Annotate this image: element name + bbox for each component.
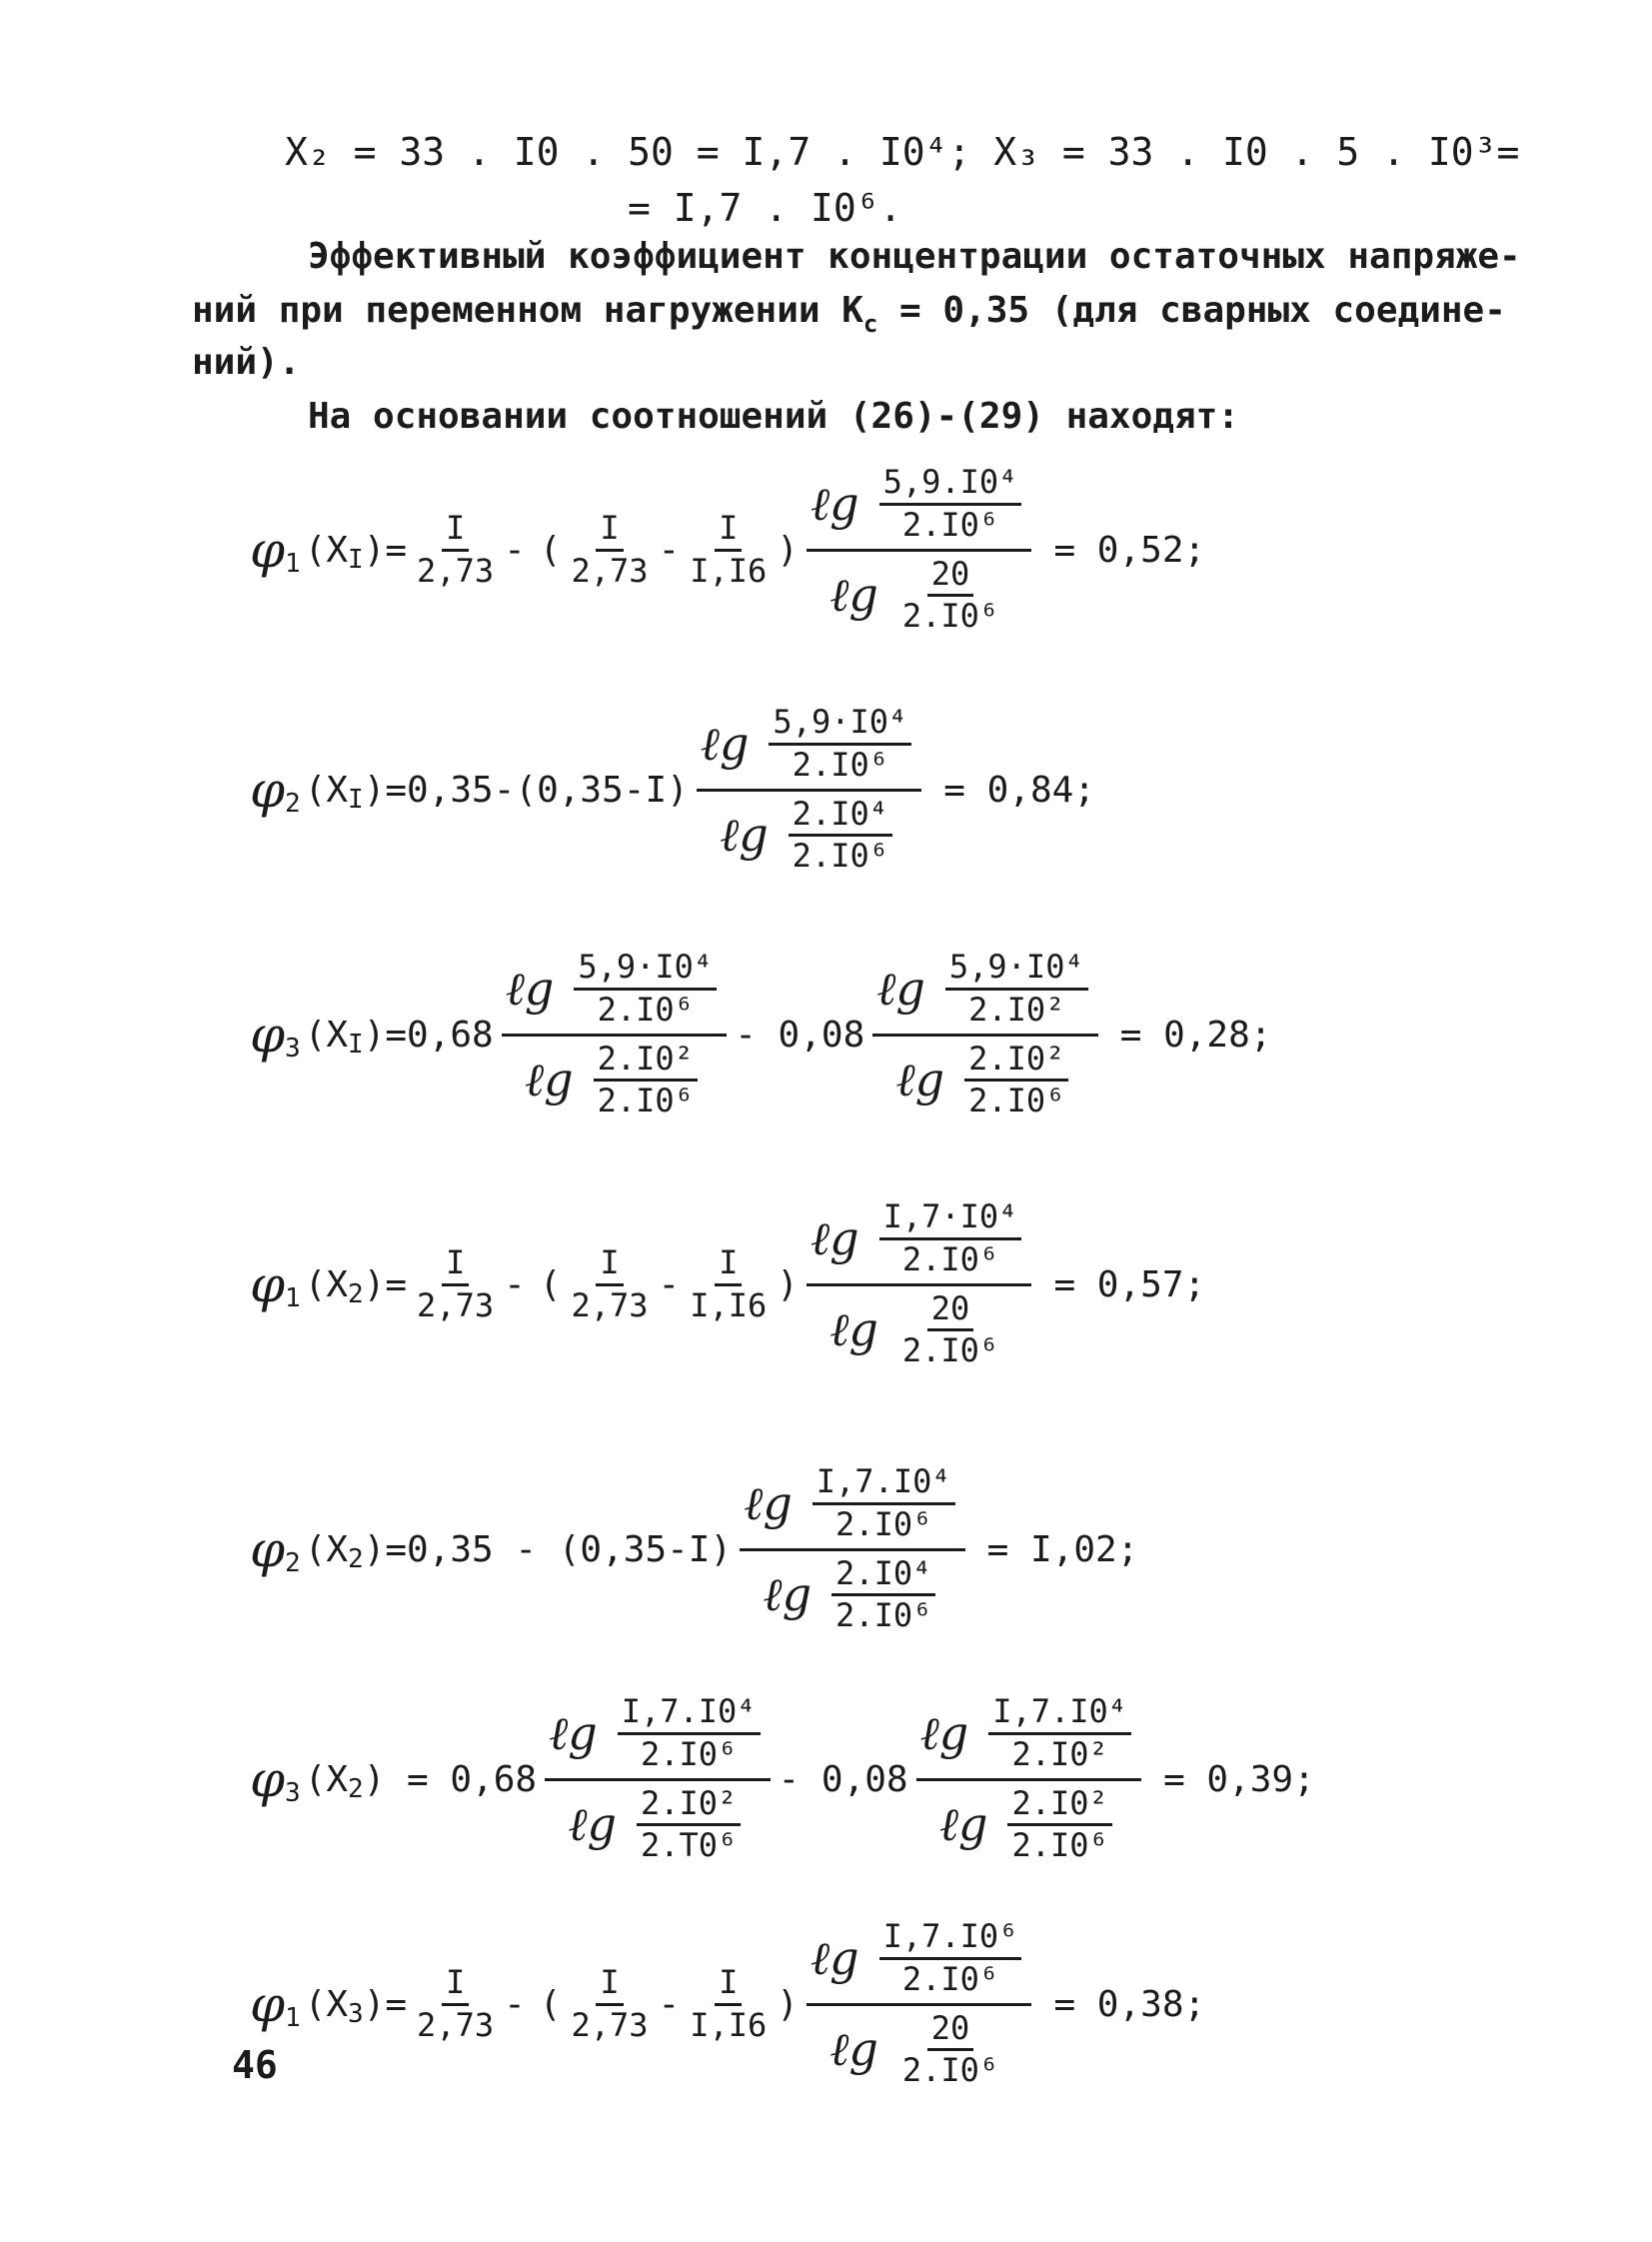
open-paren: ( (539, 1263, 562, 1305)
fraction (567, 1962, 652, 2044)
equation-result: = 0,28; (1119, 1014, 1272, 1056)
log-denominator (716, 792, 902, 874)
fraction (898, 1288, 1002, 1370)
arg-open: (X (304, 1528, 349, 1570)
minus-sign: - (658, 1263, 681, 1305)
log-numerator (916, 1692, 1141, 1780)
equation-result: = I,02; (986, 1528, 1139, 1570)
denominator: 2,73 (417, 2005, 495, 2044)
arg-subscript: 2 (348, 1544, 364, 1574)
arg-close: )= (363, 529, 408, 571)
lg-symbol: ℓg (829, 568, 878, 623)
denominator: 2.I0⁶ (901, 1239, 999, 1278)
fraction (813, 1462, 955, 1543)
phi-index: 2 (285, 789, 301, 819)
log-numerator (502, 948, 727, 1036)
denominator: I,I6 (690, 2005, 768, 2044)
fraction (1007, 1783, 1111, 1865)
k-subscript: с (862, 310, 878, 338)
lg-symbol: ℓg (763, 1567, 813, 1622)
numerator: I,7·I0⁴ (879, 1200, 1022, 1240)
equation-result: = 0,84; (943, 769, 1095, 811)
arg-subscript: I (348, 785, 364, 815)
numerator: 5,9·I0⁴ (945, 951, 1088, 991)
lg-symbol: ℓg (895, 1053, 945, 1108)
phi-index: 1 (285, 1283, 301, 1313)
log-ratio-fraction (872, 948, 1097, 1121)
log-numerator (740, 1462, 964, 1550)
log-ratio-fraction (807, 463, 1031, 636)
log-denominator (759, 1551, 945, 1633)
numerator: I,7.I0⁴ (988, 1695, 1131, 1735)
paragraph-line-4: На основании соотношений (26)-(29) находят: (308, 396, 1239, 437)
fraction (413, 1962, 498, 2044)
arg-open: (X (304, 769, 349, 811)
fraction (964, 1039, 1068, 1121)
lg-symbol: ℓg (829, 1302, 878, 1357)
denominator: 2,73 (571, 2005, 649, 2044)
minus-sign: - (658, 529, 681, 571)
close-paren: ) (777, 1263, 799, 1305)
equation-phi1-x1 (250, 450, 1205, 650)
numerator: 2.I0² (637, 1787, 741, 1827)
denominator: 2.I0⁶ (968, 1082, 1065, 1121)
denominator: 2.I0² (968, 990, 1065, 1029)
arg-open: (X (304, 1758, 349, 1800)
numerator: 5,9·I0⁴ (769, 706, 911, 746)
fraction (831, 1553, 935, 1635)
fraction (988, 1692, 1131, 1773)
phi-index: 3 (285, 1034, 301, 1064)
phi-index: 1 (285, 2003, 301, 2033)
denominator: 2.I0⁶ (640, 1734, 738, 1773)
log-numerator (807, 1197, 1031, 1285)
equation-lhs (250, 1006, 494, 1064)
arg-open: (X (304, 1014, 349, 1056)
arg-close: )= (363, 1263, 408, 1305)
minus-coefficient: - 0,08 (778, 1758, 908, 1800)
numerator: I (442, 512, 469, 552)
arg-open: (X (304, 1983, 349, 2025)
equation-phi1-x3 (250, 1904, 1205, 2104)
lg-symbol: ℓg (525, 1053, 574, 1108)
numerator: 5,9·I0⁴ (574, 951, 717, 991)
arg-subscript: 3 (348, 1999, 364, 2029)
denominator: 2,73 (417, 551, 495, 590)
minus-sign: - (504, 1983, 526, 2025)
log-denominator (826, 552, 1012, 634)
lg-symbol: ℓg (744, 1476, 793, 1531)
numerator: I (596, 1966, 623, 2006)
lg-symbol: ℓg (938, 1797, 988, 1852)
minus-coefficient: - 0,08 (735, 1014, 865, 1056)
log-ratio-fraction (807, 1197, 1031, 1370)
log-denominator (892, 1037, 1079, 1119)
fraction (686, 1242, 771, 1324)
denominator: 2.I0⁶ (597, 990, 694, 1029)
phi-symbol: φ (250, 1520, 286, 1578)
log-denominator (521, 1037, 708, 1119)
phi-index: 3 (285, 1778, 301, 1808)
numerator: I (442, 1246, 469, 1286)
denominator: 2.I0⁶ (901, 1331, 999, 1370)
fraction (879, 463, 1022, 544)
denominator: 2.I0⁶ (901, 2051, 999, 2090)
arg-close: ) = 0,68 (363, 1758, 538, 1800)
denominator: 2.I0⁶ (792, 745, 888, 784)
numerator: I,7.I0⁴ (813, 1465, 955, 1505)
denominator: 2,73 (417, 1285, 495, 1324)
denominator: 2.I0⁶ (1011, 1826, 1108, 1865)
phi-index: 1 (285, 549, 301, 579)
phi-symbol: φ (250, 1975, 286, 2033)
phi-symbol: φ (250, 1006, 286, 1064)
equation-lhs (250, 1520, 733, 1578)
paragraph-line-3: ний). (192, 342, 301, 383)
lg-symbol: ℓg (505, 962, 555, 1017)
equation-phi2-x1 (250, 690, 1095, 890)
fraction (879, 1917, 1022, 1998)
numerator: I,7.I0⁶ (879, 1920, 1022, 1960)
header-formula-line-2: = I,7 . I0⁶. (628, 186, 902, 230)
lg-symbol: ℓg (720, 808, 769, 863)
equation-result: = 0,38; (1053, 1983, 1206, 2025)
numerator: I (596, 512, 623, 552)
header-formula-line-1: X₂ = 33 . I0 . 50 = I,7 . I0⁴; X₃ = 33 . I0 . 5 . I0³= (285, 130, 1520, 174)
fraction (898, 2008, 1002, 2090)
equation-phi2-x2 (250, 1449, 1138, 1649)
arg-open: (X (304, 529, 349, 571)
numerator: 20 (927, 1292, 974, 1332)
denominator: 2,73 (571, 551, 649, 590)
fraction (567, 1242, 652, 1324)
equation-phi1-x2 (250, 1184, 1205, 1384)
log-ratio-fraction (916, 1692, 1141, 1865)
denominator: 2.I0⁶ (835, 1504, 932, 1543)
equation-result: = 0,57; (1053, 1263, 1206, 1305)
numerator: I (715, 512, 742, 552)
lg-symbol: ℓg (810, 477, 859, 532)
arg-close: )= (363, 1983, 408, 2025)
fraction (413, 1242, 498, 1324)
minus-sign: - (504, 529, 526, 571)
numerator: 2.I0⁴ (789, 798, 892, 838)
denominator: 2.I0⁶ (901, 1959, 999, 1998)
numerator: 20 (927, 2012, 974, 2052)
fraction (413, 508, 498, 590)
numerator: 2.I0² (964, 1043, 1068, 1083)
phi-symbol: φ (250, 521, 286, 579)
fraction (945, 948, 1088, 1029)
log-denominator (564, 1781, 751, 1863)
denominator: 2.I0² (1011, 1734, 1108, 1773)
fraction (686, 508, 771, 590)
arg-open: (X (304, 1263, 349, 1305)
equation-phi3-x1 (250, 935, 1271, 1134)
open-paren: ( (539, 529, 562, 571)
denominator: 2.I0⁶ (792, 837, 888, 876)
numerator: I (596, 1246, 623, 1286)
numerator: 2.I0² (1007, 1787, 1111, 1827)
fraction (898, 554, 1002, 636)
close-paren: ) (777, 529, 799, 571)
arg-subscript: I (348, 1030, 364, 1060)
numerator: I,7.I0⁴ (618, 1695, 761, 1735)
paragraph-line-1: Эффективный коэффициент концентрации остаточных напряже- (308, 236, 1521, 277)
equation-lhs (250, 521, 408, 579)
fraction (567, 508, 652, 590)
numerator: I (715, 1246, 742, 1286)
equation-result: = 0,52; (1053, 529, 1206, 571)
arg-close: )=0,35-(0,35-I) (363, 769, 689, 811)
log-ratio-fraction (807, 1917, 1031, 2090)
arg-close: )=0,35 - (0,35-I) (363, 1528, 733, 1570)
denominator: 2.I0⁶ (901, 597, 999, 636)
phi-symbol: φ (250, 1255, 286, 1313)
fraction (686, 1962, 771, 2044)
arg-subscript: 2 (348, 1279, 364, 1309)
equation-lhs (250, 1975, 408, 2033)
lg-symbol: ℓg (876, 962, 925, 1017)
log-numerator (807, 463, 1031, 551)
fraction (637, 1783, 741, 1865)
paragraph-line-2-end: = 0,35 (для сварных соедине- (877, 290, 1506, 331)
log-numerator (872, 948, 1097, 1036)
fraction (879, 1197, 1022, 1278)
paragraph-line-2-start: ний при переменном нагружении K (192, 290, 863, 331)
denominator: 2,73 (571, 1285, 649, 1324)
log-ratio-fraction (502, 948, 727, 1121)
equation-lhs (250, 1750, 538, 1808)
denominator: 2.I0⁶ (835, 1596, 932, 1635)
numerator: I (715, 1966, 742, 2006)
equation-result: = 0,39; (1163, 1758, 1315, 1800)
numerator: I (442, 1966, 469, 2006)
log-numerator (697, 703, 921, 791)
equation-phi3-x2 (250, 1679, 1315, 1879)
log-denominator (826, 1286, 1012, 1368)
minus-sign: - (504, 1263, 526, 1305)
numerator: 2.I0² (594, 1043, 698, 1083)
page-number: 46 (232, 2043, 278, 2087)
close-paren: ) (777, 1983, 799, 2025)
denominator: 2.I0⁶ (597, 1082, 694, 1121)
lg-symbol: ℓg (549, 1706, 598, 1761)
fraction (769, 703, 911, 784)
fraction (594, 1039, 698, 1121)
denominator: 2.T0⁶ (640, 1826, 738, 1865)
numerator: 2.I0⁴ (831, 1557, 935, 1597)
arg-subscript: 2 (348, 1774, 364, 1804)
denominator: I,I6 (690, 1285, 768, 1324)
denominator: I,I6 (690, 551, 768, 590)
equation-lhs (250, 1255, 408, 1313)
equation-lhs (250, 761, 689, 819)
lg-symbol: ℓg (919, 1706, 969, 1761)
numerator: 20 (927, 558, 974, 598)
fraction (618, 1692, 761, 1773)
arg-close: )=0,68 (363, 1014, 494, 1056)
fraction (574, 948, 717, 1029)
numerator: 5,9.I0⁴ (879, 466, 1022, 506)
lg-symbol: ℓg (829, 2022, 878, 2077)
phi-symbol: φ (250, 1750, 286, 1808)
lg-symbol: ℓg (810, 1211, 859, 1266)
lg-symbol: ℓg (700, 717, 750, 772)
paragraph-line-2 (192, 290, 1506, 338)
fraction (789, 794, 892, 876)
log-ratio-fraction (545, 1692, 770, 1865)
open-paren: ( (539, 1983, 562, 2025)
minus-sign: - (658, 1983, 681, 2025)
log-ratio-fraction (697, 703, 921, 876)
arg-subscript: I (348, 545, 364, 575)
log-ratio-fraction (740, 1462, 964, 1635)
phi-index: 2 (285, 1548, 301, 1578)
log-numerator (807, 1917, 1031, 2005)
denominator: 2.I0⁶ (901, 505, 999, 544)
lg-symbol: ℓg (810, 1931, 859, 1986)
log-denominator (826, 2006, 1012, 2088)
phi-symbol: φ (250, 761, 286, 819)
lg-symbol: ℓg (568, 1797, 617, 1852)
log-numerator (545, 1692, 770, 1780)
log-denominator (935, 1781, 1122, 1863)
